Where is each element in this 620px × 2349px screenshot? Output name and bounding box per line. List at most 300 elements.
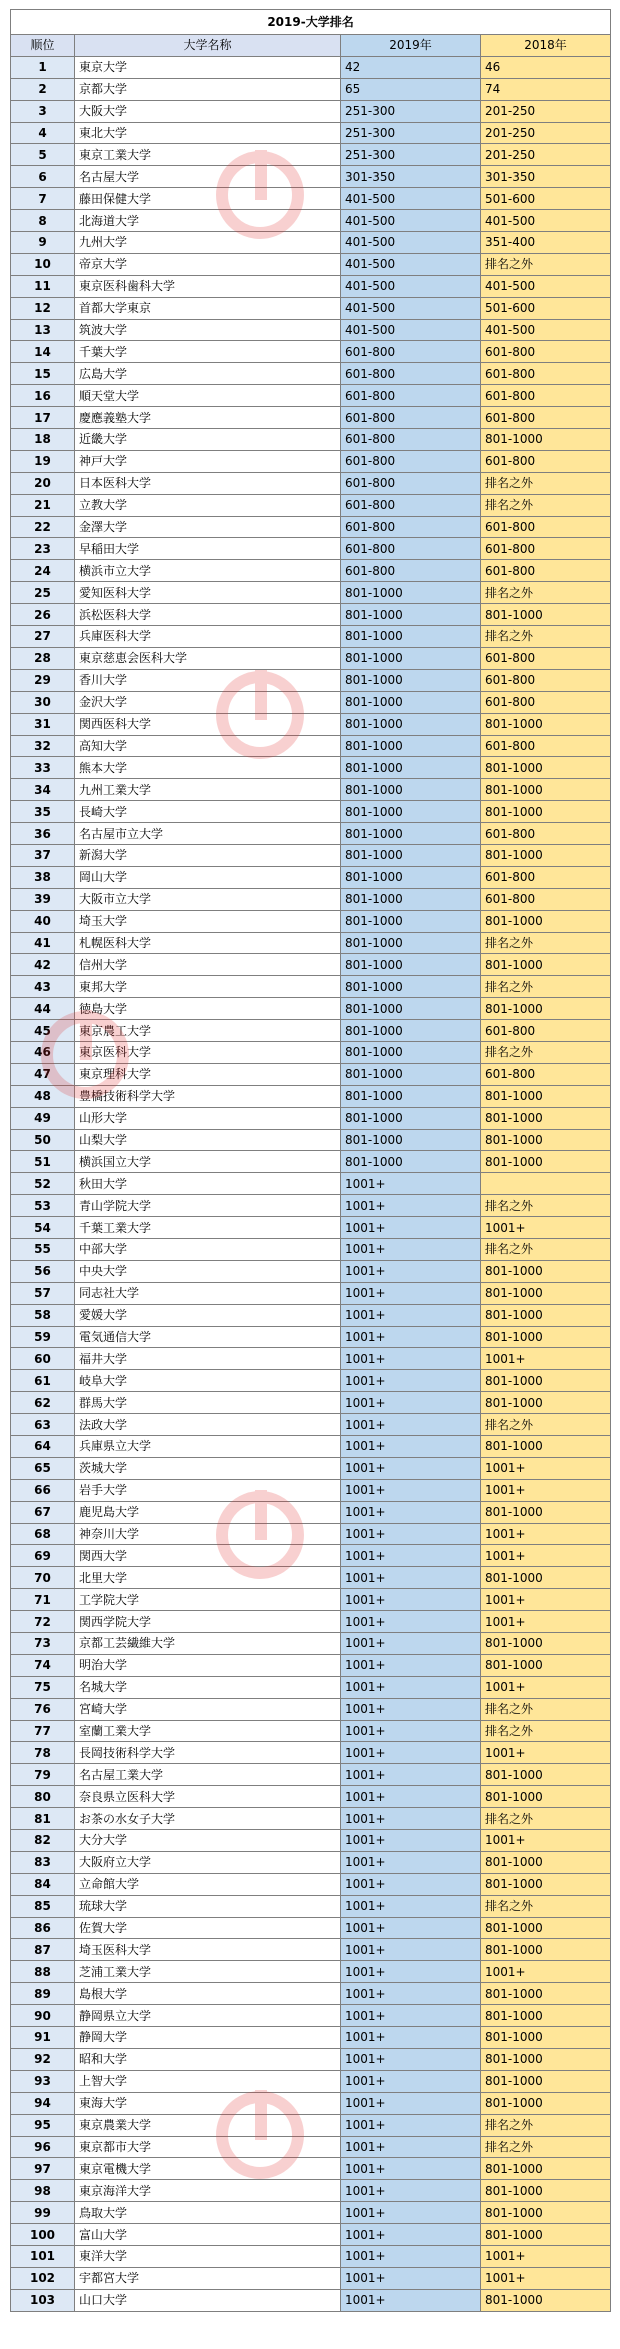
name-cell: 宮崎大学 [75, 1698, 341, 1720]
rank-cell: 48 [11, 1085, 75, 1107]
rank-cell: 103 [11, 2289, 75, 2311]
name-cell: 愛媛大学 [75, 1304, 341, 1326]
rank-2019-cell: 1001+ [341, 1808, 481, 1830]
rank-2019-cell: 1001+ [341, 1217, 481, 1239]
rank-2018-cell: 1001+ [481, 1217, 611, 1239]
rank-2019-cell: 1001+ [341, 1983, 481, 2005]
header-row [11, 35, 611, 57]
table-row [11, 1085, 611, 1107]
table-row [11, 1414, 611, 1436]
rank-2019-cell: 1001+ [341, 1589, 481, 1611]
rank-cell: 4 [11, 122, 75, 144]
table-body [11, 56, 611, 2311]
rank-cell: 31 [11, 713, 75, 735]
rank-2018-cell: 801-1000 [481, 1851, 611, 1873]
table-row [11, 604, 611, 626]
rank-cell: 56 [11, 1260, 75, 1282]
rank-2018-cell: 801-1000 [481, 2048, 611, 2070]
table-row [11, 494, 611, 516]
table-row [11, 516, 611, 538]
table-row [11, 363, 611, 385]
name-cell: 鳥取大学 [75, 2202, 341, 2224]
rank-2018-cell: 排名之外 [481, 1041, 611, 1063]
rank-2018-cell: 301-350 [481, 166, 611, 188]
rank-2018-cell: 801-1000 [481, 2289, 611, 2311]
name-cell: 奈良県立医科大学 [75, 1786, 341, 1808]
rank-2019-cell: 601-800 [341, 429, 481, 451]
table-row [11, 888, 611, 910]
table-row [11, 1107, 611, 1129]
rank-2019-cell: 601-800 [341, 538, 481, 560]
name-cell: 山口大学 [75, 2289, 341, 2311]
rank-2019-cell: 601-800 [341, 516, 481, 538]
table-row [11, 1589, 611, 1611]
rank-cell: 55 [11, 1238, 75, 1260]
rank-2019-cell: 1001+ [341, 1523, 481, 1545]
table-row [11, 757, 611, 779]
rank-2019-cell: 1001+ [341, 1764, 481, 1786]
rank-2018-cell: 801-1000 [481, 1151, 611, 1173]
rank-2018-cell: 排名之外 [481, 253, 611, 275]
rank-2019-cell: 1001+ [341, 1195, 481, 1217]
rank-2019-cell: 1001+ [341, 1676, 481, 1698]
rank-2018-cell: 排名之外 [481, 2114, 611, 2136]
rank-2018-cell: 801-1000 [481, 910, 611, 932]
rank-cell: 84 [11, 1873, 75, 1895]
rank-cell: 89 [11, 1983, 75, 2005]
table-row [11, 1917, 611, 1939]
rank-2019-cell: 1001+ [341, 1698, 481, 1720]
rank-2019-cell: 401-500 [341, 275, 481, 297]
table-row [11, 1808, 611, 1830]
name-cell: 秋田大学 [75, 1173, 341, 1195]
rank-cell: 58 [11, 1304, 75, 1326]
name-cell: 九州工業大学 [75, 779, 341, 801]
rank-cell: 25 [11, 582, 75, 604]
rank-2019-cell: 801-1000 [341, 757, 481, 779]
name-cell: 日本医科大学 [75, 472, 341, 494]
rank-2019-cell: 1001+ [341, 1501, 481, 1523]
rank-2018-cell: 601-800 [481, 669, 611, 691]
rank-2018-cell: 排名之外 [481, 1698, 611, 1720]
rank-2018-cell: 801-1000 [481, 2005, 611, 2027]
rank-cell: 85 [11, 1895, 75, 1917]
rank-2018-cell: 排名之外 [481, 2136, 611, 2158]
title-row [11, 10, 611, 35]
rank-cell: 61 [11, 1370, 75, 1392]
rank-2019-cell: 601-800 [341, 407, 481, 429]
name-cell: 島根大学 [75, 1983, 341, 2005]
rank-cell: 101 [11, 2245, 75, 2267]
rank-cell: 40 [11, 910, 75, 932]
rank-cell: 57 [11, 1282, 75, 1304]
name-cell: 芝浦工業大学 [75, 1961, 341, 1983]
rank-2018-cell: 1001+ [481, 1589, 611, 1611]
table-row [11, 1238, 611, 1260]
table-row [11, 2136, 611, 2158]
rank-2018-cell: 601-800 [481, 363, 611, 385]
rank-2019-cell: 1001+ [341, 2092, 481, 2114]
rank-2018-cell: 801-1000 [481, 779, 611, 801]
rank-cell: 11 [11, 275, 75, 297]
rank-2019-cell: 801-1000 [341, 626, 481, 648]
rank-cell: 22 [11, 516, 75, 538]
table-row [11, 1370, 611, 1392]
rank-cell: 54 [11, 1217, 75, 1239]
rank-2019-cell: 1001+ [341, 1173, 481, 1195]
rank-cell: 76 [11, 1698, 75, 1720]
rank-cell: 47 [11, 1063, 75, 1085]
rank-cell: 59 [11, 1326, 75, 1348]
rank-cell: 79 [11, 1764, 75, 1786]
name-cell: 東京農工大学 [75, 1020, 341, 1042]
rank-cell: 99 [11, 2202, 75, 2224]
ranking-table [10, 9, 611, 2312]
name-cell: 信州大学 [75, 954, 341, 976]
name-cell: 茨城大学 [75, 1457, 341, 1479]
name-cell: 上智大学 [75, 2070, 341, 2092]
rank-2019-cell: 801-1000 [341, 932, 481, 954]
rank-cell: 100 [11, 2224, 75, 2246]
rank-2018-cell: 801-1000 [481, 1654, 611, 1676]
rank-cell: 78 [11, 1742, 75, 1764]
rank-cell: 74 [11, 1654, 75, 1676]
rank-2019-cell: 1001+ [341, 2005, 481, 2027]
rank-2018-cell: 601-800 [481, 823, 611, 845]
table-row [11, 779, 611, 801]
rank-cell: 26 [11, 604, 75, 626]
rank-cell: 6 [11, 166, 75, 188]
rank-cell: 23 [11, 538, 75, 560]
table-row [11, 1545, 611, 1567]
name-cell: 横浜国立大学 [75, 1151, 341, 1173]
rank-2018-cell: 401-500 [481, 275, 611, 297]
rank-2018-cell: 601-800 [481, 450, 611, 472]
name-cell: 群馬大学 [75, 1392, 341, 1414]
rank-2018-cell: 1001+ [481, 1742, 611, 1764]
table-title: 2019-大学排名 [11, 10, 611, 35]
rank-cell: 10 [11, 253, 75, 275]
rank-2019-cell: 601-800 [341, 472, 481, 494]
name-cell: 首都大学東京 [75, 297, 341, 319]
rank-2019-cell: 1001+ [341, 2114, 481, 2136]
rank-cell: 34 [11, 779, 75, 801]
table-row [11, 976, 611, 998]
table-row [11, 385, 611, 407]
rank-2018-cell: 401-500 [481, 210, 611, 232]
rank-cell: 39 [11, 888, 75, 910]
table-row [11, 1676, 611, 1698]
name-cell: 岡山大学 [75, 866, 341, 888]
name-cell: 千葉工業大学 [75, 1217, 341, 1239]
table-row [11, 1961, 611, 1983]
rank-2019-cell: 1001+ [341, 1633, 481, 1655]
table-row [11, 932, 611, 954]
rank-2018-cell: 排名之外 [481, 582, 611, 604]
table-row [11, 232, 611, 254]
rank-cell: 93 [11, 2070, 75, 2092]
rank-2019-cell: 1001+ [341, 1567, 481, 1589]
rank-2018-cell: 排名之外 [481, 472, 611, 494]
table-row [11, 801, 611, 823]
rank-2019-cell: 1001+ [341, 2048, 481, 2070]
name-cell: 東京電機大学 [75, 2158, 341, 2180]
table-row [11, 210, 611, 232]
table-row [11, 1611, 611, 1633]
rank-cell: 87 [11, 1939, 75, 1961]
rank-cell: 88 [11, 1961, 75, 1983]
rank-cell: 19 [11, 450, 75, 472]
rank-2018-cell: 601-800 [481, 691, 611, 713]
rank-cell: 21 [11, 494, 75, 516]
rank-2018-cell: 601-800 [481, 888, 611, 910]
rank-cell: 45 [11, 1020, 75, 1042]
rank-2018-cell: 801-1000 [481, 604, 611, 626]
name-cell: 東京理科大学 [75, 1063, 341, 1085]
rank-2018-cell: 排名之外 [481, 1195, 611, 1217]
table-row [11, 1392, 611, 1414]
rank-2019-cell: 601-800 [341, 341, 481, 363]
rank-cell: 65 [11, 1457, 75, 1479]
rank-cell: 64 [11, 1436, 75, 1458]
rank-2018-cell: 801-1000 [481, 2092, 611, 2114]
table-row [11, 2092, 611, 2114]
rank-2019-cell: 251-300 [341, 144, 481, 166]
name-cell: 熊本大学 [75, 757, 341, 779]
name-cell: 宇都宮大学 [75, 2267, 341, 2289]
name-cell: 東京医科大学 [75, 1041, 341, 1063]
name-cell: 京都大学 [75, 78, 341, 100]
rank-2019-cell: 801-1000 [341, 1041, 481, 1063]
rank-2018-cell: 排名之外 [481, 494, 611, 516]
rank-cell: 35 [11, 801, 75, 823]
rank-2018-cell [481, 1173, 611, 1195]
rank-2019-cell: 1001+ [341, 1260, 481, 1282]
name-cell: 富山大学 [75, 2224, 341, 2246]
table-row [11, 1063, 611, 1085]
name-cell: 札幌医科大学 [75, 932, 341, 954]
rank-2018-cell: 801-1000 [481, 998, 611, 1020]
name-cell: 順天堂大学 [75, 385, 341, 407]
rank-2019-cell: 401-500 [341, 297, 481, 319]
rank-cell: 9 [11, 232, 75, 254]
table-row [11, 1983, 611, 2005]
rank-2018-cell: 601-800 [481, 866, 611, 888]
table-row [11, 1830, 611, 1852]
rank-2019-cell: 1001+ [341, 1939, 481, 1961]
rank-cell: 94 [11, 2092, 75, 2114]
rank-2018-cell: 601-800 [481, 560, 611, 582]
rank-2019-cell: 301-350 [341, 166, 481, 188]
rank-cell: 52 [11, 1173, 75, 1195]
rank-2019-cell: 801-1000 [341, 582, 481, 604]
rank-2018-cell: 801-1000 [481, 1392, 611, 1414]
name-cell: 東京都市大学 [75, 2136, 341, 2158]
table-row [11, 1020, 611, 1042]
rank-cell: 28 [11, 647, 75, 669]
table-row [11, 647, 611, 669]
table-row [11, 2027, 611, 2049]
rank-cell: 96 [11, 2136, 75, 2158]
rank-2018-cell: 排名之外 [481, 932, 611, 954]
name-cell: 金沢大学 [75, 691, 341, 713]
table-row [11, 407, 611, 429]
rank-2018-cell: 601-800 [481, 1063, 611, 1085]
name-cell: 昭和大学 [75, 2048, 341, 2070]
rank-2019-cell: 1001+ [341, 1457, 481, 1479]
table-row [11, 429, 611, 451]
name-cell: 東海大学 [75, 2092, 341, 2114]
rank-cell: 77 [11, 1720, 75, 1742]
rank-2019-cell: 801-1000 [341, 1129, 481, 1151]
rank-cell: 7 [11, 188, 75, 210]
table-row [11, 1260, 611, 1282]
rank-2019-cell: 801-1000 [341, 844, 481, 866]
rank-cell: 92 [11, 2048, 75, 2070]
table-row [11, 910, 611, 932]
name-cell: 千葉大学 [75, 341, 341, 363]
table-row [11, 1742, 611, 1764]
table-row [11, 450, 611, 472]
table-row [11, 1479, 611, 1501]
name-cell: 関西医科大学 [75, 713, 341, 735]
table-row [11, 2158, 611, 2180]
rank-cell: 36 [11, 823, 75, 845]
rank-2018-cell: 1001+ [481, 1523, 611, 1545]
rank-cell: 83 [11, 1851, 75, 1873]
rank-2018-cell: 601-800 [481, 341, 611, 363]
rank-cell: 12 [11, 297, 75, 319]
name-cell: 立命館大学 [75, 1873, 341, 1895]
rank-2018-cell: 1001+ [481, 1830, 611, 1852]
rank-2019-cell: 601-800 [341, 363, 481, 385]
table-row [11, 866, 611, 888]
table-row [11, 319, 611, 341]
rank-cell: 66 [11, 1479, 75, 1501]
table-row [11, 2267, 611, 2289]
rank-2018-cell: 801-1000 [481, 2070, 611, 2092]
name-cell: 山梨大学 [75, 1129, 341, 1151]
table-row [11, 100, 611, 122]
rank-2019-cell: 1001+ [341, 1720, 481, 1742]
rank-cell: 14 [11, 341, 75, 363]
table-row [11, 166, 611, 188]
rank-2018-cell: 201-250 [481, 144, 611, 166]
name-cell: 埼玉医科大学 [75, 1939, 341, 1961]
name-cell: 名古屋市立大学 [75, 823, 341, 845]
name-cell: 東京工業大学 [75, 144, 341, 166]
rank-2018-cell: 801-1000 [481, 1917, 611, 1939]
table-row [11, 1041, 611, 1063]
rank-cell: 13 [11, 319, 75, 341]
table-row [11, 1173, 611, 1195]
name-cell: 神奈川大学 [75, 1523, 341, 1545]
rank-cell: 38 [11, 866, 75, 888]
rank-cell: 51 [11, 1151, 75, 1173]
table-row [11, 560, 611, 582]
rank-cell: 60 [11, 1348, 75, 1370]
rank-2019-cell: 1001+ [341, 1479, 481, 1501]
table-row [11, 1501, 611, 1523]
rank-2018-cell: 201-250 [481, 122, 611, 144]
table-row [11, 1523, 611, 1545]
header-name: 大学名称 [75, 35, 341, 57]
rank-2018-cell: 801-1000 [481, 1370, 611, 1392]
name-cell: 広島大学 [75, 363, 341, 385]
rank-cell: 5 [11, 144, 75, 166]
table-row [11, 1567, 611, 1589]
rank-cell: 30 [11, 691, 75, 713]
rank-cell: 15 [11, 363, 75, 385]
rank-2019-cell: 251-300 [341, 100, 481, 122]
header-2019: 2019年 [341, 35, 481, 57]
rank-cell: 53 [11, 1195, 75, 1217]
table-row [11, 713, 611, 735]
rank-2018-cell: 1001+ [481, 1611, 611, 1633]
rank-2018-cell: 1001+ [481, 1479, 611, 1501]
name-cell: 筑波大学 [75, 319, 341, 341]
table-row [11, 1633, 611, 1655]
rank-2019-cell: 801-1000 [341, 713, 481, 735]
rank-2018-cell: 排名之外 [481, 1895, 611, 1917]
name-cell: 東邦大学 [75, 976, 341, 998]
name-cell: 大阪市立大学 [75, 888, 341, 910]
table-row [11, 1786, 611, 1808]
name-cell: 帝京大学 [75, 253, 341, 275]
rank-cell: 63 [11, 1414, 75, 1436]
rank-2019-cell: 1001+ [341, 1436, 481, 1458]
rank-2018-cell: 801-1000 [481, 1129, 611, 1151]
name-cell: 大分大学 [75, 1830, 341, 1852]
table-row [11, 691, 611, 713]
table-row [11, 2289, 611, 2311]
name-cell: 北海道大学 [75, 210, 341, 232]
rank-2019-cell: 65 [341, 78, 481, 100]
name-cell: 香川大学 [75, 669, 341, 691]
table-row [11, 472, 611, 494]
table-row [11, 2114, 611, 2136]
rank-2018-cell: 801-1000 [481, 1567, 611, 1589]
table-row [11, 2202, 611, 2224]
table-row [11, 78, 611, 100]
rank-2018-cell: 801-1000 [481, 1633, 611, 1655]
rank-2018-cell: 801-1000 [481, 844, 611, 866]
name-cell: 京都工芸繊維大学 [75, 1633, 341, 1655]
rank-2018-cell: 排名之外 [481, 1720, 611, 1742]
table-row [11, 1348, 611, 1370]
name-cell: 明治大学 [75, 1654, 341, 1676]
table-row [11, 1436, 611, 1458]
rank-2018-cell: 801-1000 [481, 1304, 611, 1326]
table-row [11, 1326, 611, 1348]
rank-2019-cell: 801-1000 [341, 910, 481, 932]
rank-2019-cell: 1001+ [341, 1414, 481, 1436]
name-cell: 佐賀大学 [75, 1917, 341, 1939]
name-cell: 関西学院大学 [75, 1611, 341, 1633]
rank-cell: 33 [11, 757, 75, 779]
name-cell: 北里大学 [75, 1567, 341, 1589]
name-cell: 東洋大学 [75, 2245, 341, 2267]
rank-2019-cell: 1001+ [341, 1611, 481, 1633]
rank-cell: 98 [11, 2180, 75, 2202]
rank-2018-cell: 801-1000 [481, 1260, 611, 1282]
name-cell: 高知大学 [75, 735, 341, 757]
rank-2018-cell: 351-400 [481, 232, 611, 254]
table-row [11, 2070, 611, 2092]
rank-cell: 43 [11, 976, 75, 998]
name-cell: 福井大学 [75, 1348, 341, 1370]
rank-2019-cell: 1001+ [341, 2136, 481, 2158]
